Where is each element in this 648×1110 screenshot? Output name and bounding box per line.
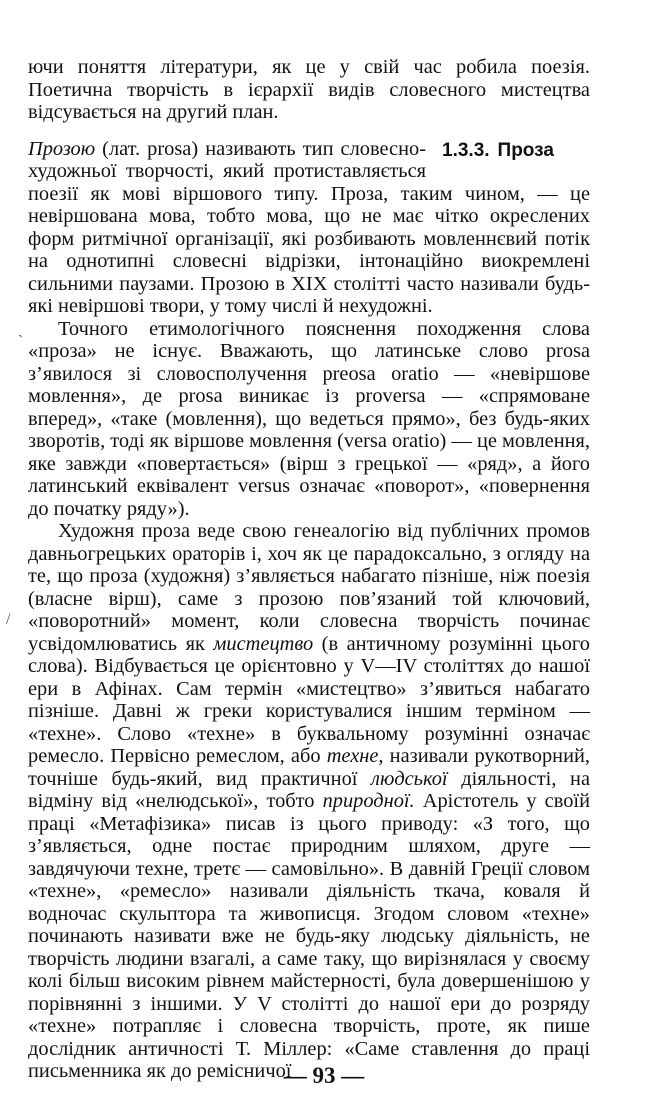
emphasis-tekhne: техне, [326,745,384,767]
section-title: Проза [497,139,554,161]
emphasis-liudskoi: людської [371,767,448,790]
margin-mark: / [6,611,11,628]
paragraph-etymology: Точного етимологічного пояснення походження слова «проза» не існує. Вважають, що латинське слово prosa з’явилося зі словосполучення preosa oratio — «невіршове мовлення», де prosa виникає із proversa — «спрямоване вперед», «таке (мовлення), що ведеться прямо», без будь-яких зворотів, тоді як віршове мовлення (versa oratio) — це мовлення, яке завжди «повертається» (вірш з грецької — «ряд», а його латинський еквівалент versus означає «поворот», «повернення до початку ряду»). [28,317,590,520]
page-number: — 93 — [283,1063,365,1088]
section-heading [442,140,590,162]
margin-mark: ` [18,333,24,350]
paragraph-prose-definition: Прозою (лат. prosa) називають тип словесно-художньої творчості, який протиставляється поезії як мові віршового типу. Проза, таким чином, — це невіршована мова, тобто мова, що не має чітко окреслених форм ритмічної організації, які розбивають мовленнєвий потік на однотипні словесні відрізки, інтонаційно виокремлені сильними паузами. Прозою в XIX столітті часто називали будь-які невіршові твори, у тому числі й нехудожні. [28,137,590,317]
emphasis-pryrodnoi: природної. [322,790,415,812]
emphasis-mystetstvo: мистецтво [213,632,314,655]
paragraph-genealogy: Художня проза веде свою генеалогію від публічних промов давньогрецьких ораторів і, хоч як це парадоксально, з огляду на те, що проза (художня) з’являється набагато пізніше, ніж поезія (власне вірш), саме з прозою пов’язаний той ключовий, «поворотний» момент, коли словесна творчість починає усвідомлюватись як мистецтво (в античному розумінні цього слова). Відбувається це орієнтовно у V—IV століттях до нашої ери в Афінах. Сам термін «мистецтво» з’явиться набагато пізніше. Давні ж греки користувалися іншим терміном — «техне». Слово «техне» в буквальному розумінні означає ремесло. Первісно ремеслом, або техне, називали рукотворний, точніше будь-який, вид практичної людської діяльності, на відміну від «нелюдської», тобто природної. Арістотель у своїй праці «Метафізика» писав із цього приводу: «З того, що з’являється, одне постає природним шляхом, друге — завдячуючи техне, третє — самовільно». В давній Греції словом «техне», «ремесло» називали діяльність ткача, коваля й водночас скульптора та живописця. Згодом словом «техне» починають називати вже не будь-яку людську діяльність, не творчість людини взагалі, а саме таку, що вирізнялася у своєму колі більш високим рівнем майстерності, була довершенішою у порівнянні з іншими. У V столітті до нашої ери до розряду «техне» потрапляє і словесна творчість, проте, як пише дослідник античності Т. Міллер: «Саме ставлення до праці письменника як до ремісничої [28,520,590,1082]
term-proza: Прозою [28,137,96,160]
text-column [28,56,590,1083]
section-number: 1.3.3. [442,139,490,161]
section-gap [28,124,590,138]
paragraph-continued: ючи поняття літератури, як це у свій час робила поезія. Поетична творчість в ієрархії видів словесного мистецтва відсувається на другий план. [28,56,590,123]
